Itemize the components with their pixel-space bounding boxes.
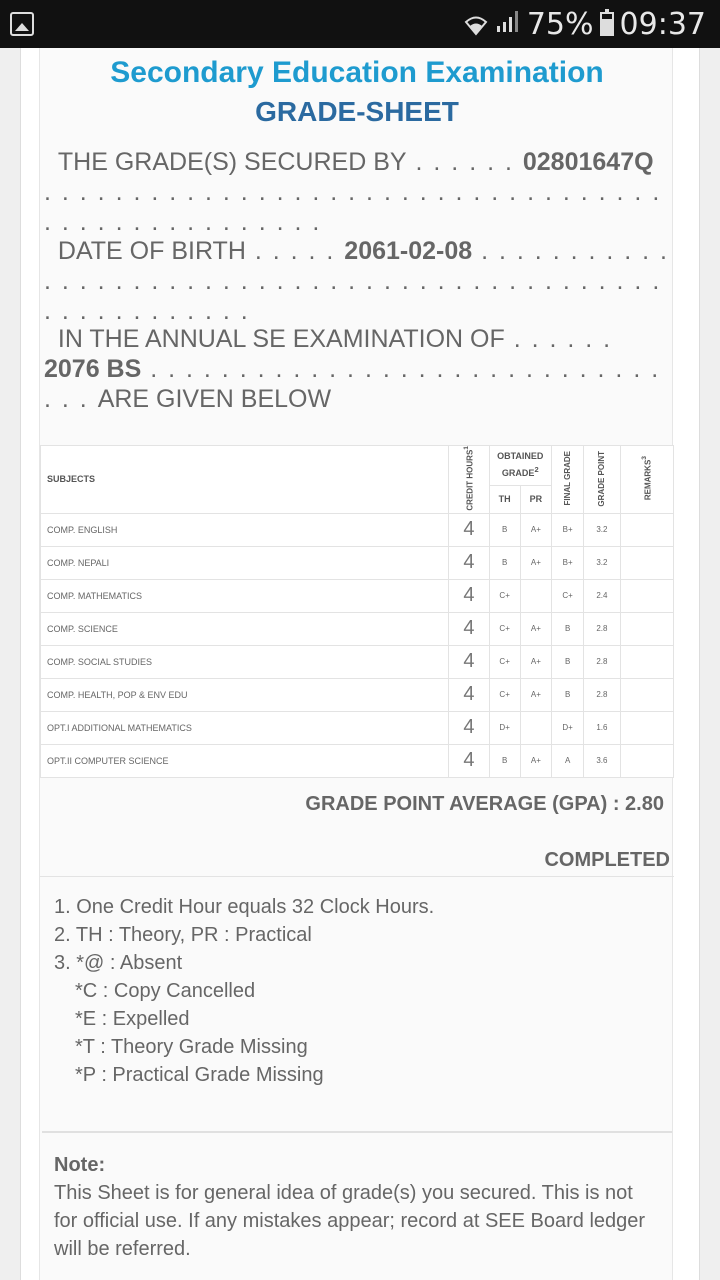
cell-final: C+	[552, 579, 584, 612]
cell-gp: 2.8	[584, 612, 620, 645]
cell-final: B	[552, 645, 584, 678]
cell-pr: A+	[520, 744, 551, 777]
cell-subject: COMP. HEALTH, POP & ENV EDU	[41, 678, 449, 711]
cell-th: D+	[489, 711, 520, 744]
cell-final: B	[552, 612, 584, 645]
note-text: This Sheet is for general idea of grade(s) you secured. This is not for official use. If any mistakes appear; record at SEE Board ledger will be referred.	[54, 1182, 646, 1260]
given-below-text: ARE GIVEN BELOW	[97, 385, 332, 413]
secured-by-line: THE GRADE(S) SECURED BY . . . . . . 02801647Q . . . . . . . . . . . . . . . . . . . . . . . . . . . . . . . . . . . . . . . . . . . . . . . . . . .	[44, 148, 662, 236]
cell-th: B	[489, 513, 520, 546]
cell-pr	[520, 711, 551, 744]
page-title: Secondary Education Examination	[110, 56, 604, 89]
dob-line: DATE OF BIRTH . . . . . 2061-02-08 . . . . . . . . . . . . . . . . . . . . . . . . . . . . . . . . . . . . . . . . . . . . . . . . . . . . . . . . . .	[44, 237, 669, 325]
cell-remarks	[620, 546, 673, 579]
cell-credit: 4	[449, 579, 489, 612]
cell-remarks	[620, 579, 673, 612]
header-obtained-grade: OBTAINED GRADE$^2$	[489, 446, 551, 486]
secured-by-label: THE GRADE(S) SECURED BY	[57, 148, 407, 176]
gallery-notification-icon	[10, 12, 34, 36]
cell-pr	[520, 579, 551, 612]
cell-th: B	[489, 744, 520, 777]
cell-th: C+	[489, 678, 520, 711]
cell-subject: COMP. SOCIAL STUDIES	[41, 645, 449, 678]
table-row	[41, 744, 674, 777]
cell-pr: A+	[520, 645, 551, 678]
cell-credit: 4	[449, 612, 489, 645]
cell-credit: 4	[449, 645, 489, 678]
legend-item: 3. *@ : Absent	[54, 952, 183, 974]
cell-subject: COMP. MATHEMATICS	[41, 579, 449, 612]
table-row	[41, 579, 674, 612]
header-grade-point: GRADE POINT	[584, 446, 620, 514]
cell-gp: 2.4	[584, 579, 620, 612]
battery-icon	[600, 12, 614, 36]
cell-remarks	[620, 645, 673, 678]
date-of-birth: 2061-02-08	[344, 237, 473, 265]
cell-credit: 4	[449, 546, 489, 579]
cell-gp: 3.6	[584, 744, 620, 777]
note-title: Note:	[54, 1154, 106, 1176]
cell-remarks	[620, 612, 673, 645]
cell-remarks	[620, 744, 673, 777]
table-row	[41, 711, 674, 744]
divider	[40, 876, 674, 877]
exam-year: 2076 BS	[44, 355, 142, 383]
cell-th: B	[489, 546, 520, 579]
clock: 09:37	[619, 6, 706, 42]
cell-credit: 4	[449, 513, 489, 546]
cell-final: B	[552, 678, 584, 711]
legend-item: 1. One Credit Hour equals 32 Clock Hours.	[54, 896, 435, 918]
page-subtitle: GRADE-SHEET	[255, 96, 459, 127]
grade-sheet-inner	[39, 48, 673, 1280]
header-remarks: REMARKS$^3$	[620, 446, 673, 514]
table-row	[41, 612, 674, 645]
legend-item: 2. TH : Theory, PR : Practical	[54, 924, 312, 946]
status-bar-right	[463, 0, 706, 48]
cell-th: C+	[489, 579, 520, 612]
cell-pr: A+	[520, 612, 551, 645]
cell-subject: COMP. SCIENCE	[41, 612, 449, 645]
grade-table	[40, 445, 674, 778]
cell-subject: OPT.II COMPUTER SCIENCE	[41, 744, 449, 777]
dob-label: DATE OF BIRTH	[57, 237, 246, 265]
table-row	[41, 546, 674, 579]
header-subjects: SUBJECTS	[41, 446, 449, 514]
battery-percent: 75%	[526, 6, 594, 42]
legend-list	[54, 893, 434, 1089]
cell-pr: A+	[520, 678, 551, 711]
cell-subject: OPT.I ADDITIONAL MATHEMATICS	[41, 711, 449, 744]
legend-item: *C : Copy Cancelled	[75, 980, 256, 1002]
cell-gp: 2.8	[584, 678, 620, 711]
cell-final: A	[552, 744, 584, 777]
cell-credit: 4	[449, 678, 489, 711]
cell-subject: COMP. ENGLISH	[41, 513, 449, 546]
cell-final: D+	[552, 711, 584, 744]
cell-remarks	[620, 513, 673, 546]
signal-icon	[495, 7, 521, 42]
header-final-grade: FINAL GRADE	[552, 446, 584, 514]
cell-remarks	[620, 711, 673, 744]
header-th: TH	[489, 485, 520, 513]
cell-final: B+	[552, 546, 584, 579]
table-row	[41, 645, 674, 678]
legend-item: *T : Theory Grade Missing	[75, 1036, 308, 1058]
table-row	[41, 513, 674, 546]
cell-gp: 3.2	[584, 513, 620, 546]
cell-subject: COMP. NEPALI	[41, 546, 449, 579]
grade-sheet-card	[20, 48, 700, 1280]
gpa-summary: GRADE POINT AVERAGE (GPA) : 2.80	[305, 793, 664, 815]
cell-pr: A+	[520, 513, 551, 546]
cell-gp: 3.2	[584, 546, 620, 579]
cell-gp: 2.8	[584, 645, 620, 678]
exam-line: IN THE ANNUAL SE EXAMINATION OF . . . . . . 2076 BS . . . . . . . . . . . . . . . . . . . . . . . . . . . . . . . . ARE GIVEN BELOW	[44, 325, 661, 413]
cell-th: C+	[489, 612, 520, 645]
cell-pr: A+	[520, 546, 551, 579]
status-bar	[0, 0, 720, 48]
header-credit-hours: CREDIT HOURS$^1$	[449, 446, 489, 514]
legend-item: *E : Expelled	[75, 1008, 190, 1030]
symbol-number: 02801647Q	[522, 148, 654, 176]
cell-credit: 4	[449, 744, 489, 777]
header-pr: PR	[520, 485, 551, 513]
table-row	[41, 678, 674, 711]
legend-item: *P : Practical Grade Missing	[75, 1064, 324, 1086]
cell-th: C+	[489, 645, 520, 678]
wifi-icon	[463, 11, 489, 37]
cell-credit: 4	[449, 711, 489, 744]
exam-label: IN THE ANNUAL SE EXAMINATION OF	[57, 325, 505, 353]
note-box	[42, 1131, 672, 1263]
cell-gp: 1.6	[584, 711, 620, 744]
cell-remarks	[620, 678, 673, 711]
cell-final: B+	[552, 513, 584, 546]
result-status: COMPLETED	[544, 849, 670, 871]
